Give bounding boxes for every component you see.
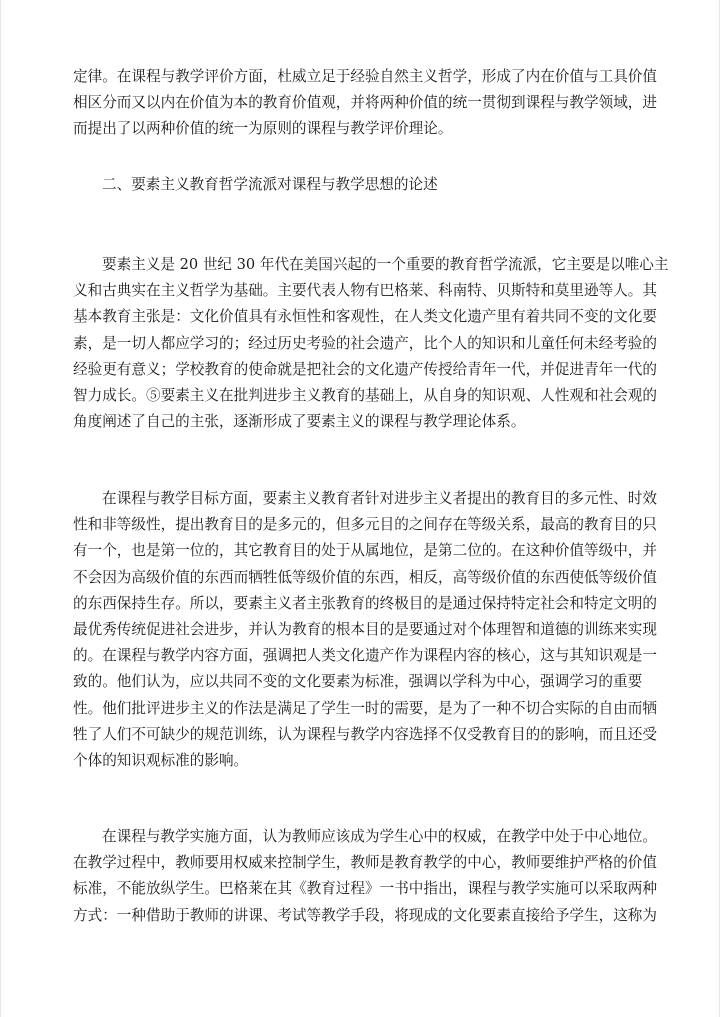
text-line: 在教学过程中，教师要用权威来控制学生，教师是教育教学的中心，教师要维护严格的价值 (73, 854, 657, 872)
text-line: 个体的知识观标准的影响。 (73, 752, 249, 770)
text-line: 性。他们批评进步主义的作法是满足了学生一时的需要，是为了一种不切合实际的自由而牺 (73, 699, 657, 717)
text-line: 而提出了以两种价值的统一为原则的课程与教学评价理论。 (73, 120, 453, 138)
text-line: 相区分而又以内在价值为本的教育价值观，并将两种价值的统一贯彻到课程与教学领域，进 (73, 94, 657, 112)
text-line: 在课程与教学实施方面，认为教师应该成为学生心中的权威，在教学中处于中心地位。 (102, 828, 657, 845)
text-line: 致的。他们认为，应以共同不变的文化要素为标准，强调以学科为中心，强调学习的重要 (73, 673, 643, 691)
text-line: 标准，不能放纵学生。巴格莱在其《教育过程》一书中指出，课程与教学实施可以采取两种 (73, 880, 657, 898)
paragraph-dewey-evaluation (73, 64, 657, 143)
text-line: 义和古典实在主义哲学为基础。主要代表人物有巴格莱、科南特、贝斯特和莫里逊等人。其 (73, 282, 657, 300)
text-line: 智力成长。⑤要素主义在批判进步主义教育的基础上，从自身的知识观、人性观和社会观的 (73, 387, 657, 405)
paragraph-essentialism-intro (73, 252, 669, 435)
text-line: 最优秀传统促进社会进步，并认为教育的根本目的是要通过对个体理智和道德的训练来实现 (73, 621, 657, 639)
text-line: 的东西保持生存。所以，要素主义者主张教育的终极目的是通过保持特定社会和特定文明的 (73, 594, 657, 612)
text-line: 角度阐述了自己的主张，逐渐形成了要素主义的课程与教学理论体系。 (73, 413, 526, 431)
text-line: 方式：一种借助于教师的讲课、考试等教学手段，将现成的文化要素直接给予学生，这称为 (73, 906, 657, 924)
text-line: 定律。在课程与教学评价方面，杜威立足于经验自然主义哲学，形成了内在价值与工具价值 (73, 68, 657, 85)
text-line: 牲了人们不可缺少的规范训练，认为课程与教学内容选择不仅受教育目的的影响，而且还受 (73, 725, 657, 743)
paragraph-goals-content (73, 486, 657, 774)
section-heading-text: 二、要素主义教育哲学流派对课程与教学思想的论述 (102, 176, 438, 193)
section-heading (73, 172, 657, 198)
text-line: 素，是一切人都应学习的；经过历史考验的社会遗产，比个人的知识和儿童任何未经考验的 (73, 334, 657, 352)
text-line: 不会因为高级价值的东西而牺牲低等级价值的东西，相反，高等级价值的东西使低等级价值 (73, 568, 657, 586)
text-line: 经验更有意义；学校教育的使命就是把社会的文化遗产传授给青年一代，并促进青年一代的 (73, 360, 657, 378)
text-line: 基本教育主张是：文化价值具有永恒性和客观性，在人类文化遗产里有着共同不变的文化要 (73, 308, 657, 326)
text-line: 要素主义是 20 世纪 30 年代在美国兴起的一个重要的教育哲学流派，它主要是以唯心主 (102, 256, 669, 273)
text-line: 有一个，也是第一位的，其它教育目的处于从属地位，是第二位的。在这种价值等级中，并 (73, 542, 657, 560)
text-line: 的。在课程与教学内容方面，强调把人类文化遗产作为课程内容的核心，这与其知识观是一 (73, 647, 657, 665)
paragraph-implementation (73, 824, 657, 929)
text-line: 性和非等级性，提出教育目的是多元的，但多元目的之间存在等级关系，最高的教育目的只 (73, 516, 657, 534)
text-line: 在课程与教学目标方面，要素主义教育者针对进步主义者提出的教育目的多元性、时效 (102, 490, 657, 507)
